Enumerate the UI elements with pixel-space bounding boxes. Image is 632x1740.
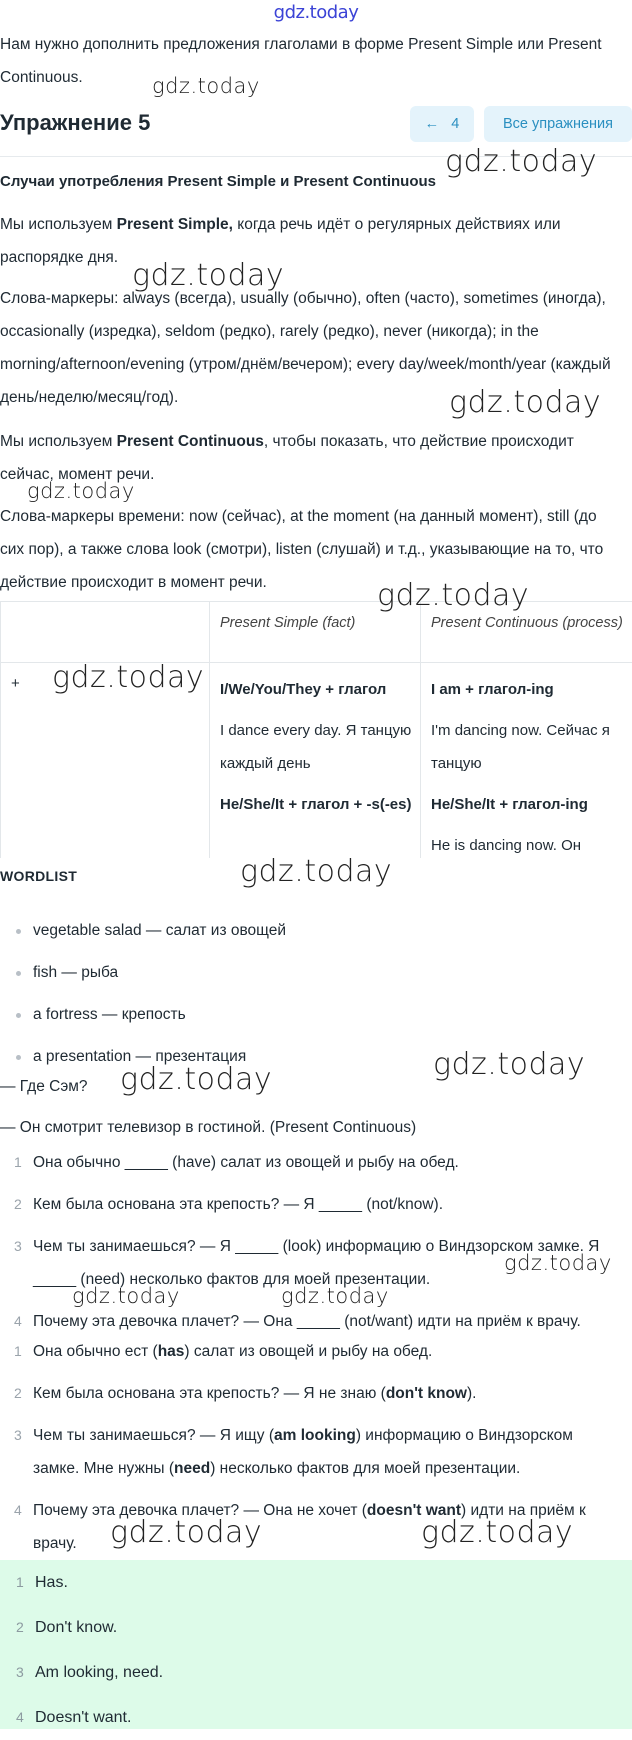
watermark: gdz.today bbox=[132, 258, 284, 293]
bullet-icon bbox=[16, 929, 21, 934]
list-item-text: vegetable salad — салат из овощей bbox=[33, 922, 286, 939]
item-number: 4 bbox=[16, 1695, 24, 1740]
solution-item bbox=[0, 1419, 613, 1485]
answer-verb: doesn't want bbox=[367, 1502, 461, 1519]
short-answers-box bbox=[0, 1560, 632, 1729]
theory-paragraph-simple bbox=[0, 208, 625, 274]
item-number: 2 bbox=[14, 1377, 22, 1410]
solution-item bbox=[0, 1335, 632, 1368]
theory-markers-continuous: Слова-маркеры времени: now (сейчас), at the moment (на данный момент), still (до сих пор), а также слова look (смотри), listen (слушай) и т.д., указывающие на то, что действие происходит в момент речи. bbox=[0, 500, 625, 599]
answer-text: Has. bbox=[35, 1574, 68, 1591]
intro-text: Нам нужно дополнить предложения глаголами в форме Present Simple или Present Continuous. bbox=[0, 28, 620, 94]
item-number: 3 bbox=[14, 1230, 22, 1263]
watermark: gdz.today bbox=[110, 1515, 262, 1550]
answer-item bbox=[0, 1560, 632, 1605]
prev-exercise-button[interactable] bbox=[410, 106, 474, 142]
item-number: 1 bbox=[16, 1560, 24, 1605]
example-question: — Где Сэм? bbox=[0, 1078, 88, 1096]
item-number: 1 bbox=[14, 1146, 22, 1179]
watermark: gdz.today bbox=[27, 479, 135, 503]
table-header-cell: Present Continuous (process) bbox=[421, 602, 632, 663]
list-item bbox=[0, 952, 286, 994]
answer-text: Am looking, need. bbox=[35, 1664, 163, 1681]
solution-item bbox=[0, 1377, 632, 1410]
answer-item bbox=[0, 1605, 632, 1650]
watermark: gdz.today bbox=[152, 74, 260, 98]
watermark: gdz.today bbox=[377, 578, 529, 613]
item-number: 2 bbox=[14, 1188, 22, 1221]
formula: He/She/It + глагол-ing bbox=[431, 788, 624, 821]
watermark: gdz.today bbox=[281, 1284, 389, 1308]
text-span: когда речь идёт о регулярных действиях или распорядке дня. bbox=[0, 216, 561, 266]
prev-exercise-number: 4 bbox=[451, 116, 459, 132]
watermark: gdz.today bbox=[445, 144, 597, 179]
text-span: ) несколько фактов для моей презентации. bbox=[210, 1460, 520, 1477]
theory-markers-simple: Слова-маркеры: always (всегда), usually (обычно), often (часто), sometimes (иногда), occasionally (изредка), seldom (редко), rarely (редко), never (никогда); in the morning/afternoon/evening (утром/днём/вечером); every day/week/month/year (каждый день/неделю/месяц/год). bbox=[0, 282, 625, 414]
item-number: 3 bbox=[16, 1650, 24, 1695]
item-number: 4 bbox=[14, 1494, 22, 1527]
bold-term: Present Simple, bbox=[117, 216, 233, 233]
present-continuous-cell bbox=[421, 663, 632, 871]
answer-verb: need bbox=[174, 1460, 210, 1477]
table-row-sign: + bbox=[1, 663, 210, 871]
item-number: 4 bbox=[14, 1305, 22, 1338]
watermark: gdz.today bbox=[52, 660, 204, 695]
site-logo[interactable]: gdz.today bbox=[0, 2, 632, 23]
answer-text: Doesn't want. bbox=[35, 1709, 131, 1726]
answer-verb: don't know bbox=[386, 1385, 467, 1402]
task-item bbox=[0, 1146, 632, 1179]
table-header-cell bbox=[1, 602, 210, 663]
arrow-left-icon: ← bbox=[425, 116, 440, 132]
watermark: gdz.today bbox=[240, 854, 392, 889]
wordlist bbox=[0, 910, 286, 1078]
list-item-text: fish — рыба bbox=[33, 964, 118, 981]
watermark: gdz.today bbox=[72, 1284, 180, 1308]
bullet-icon bbox=[16, 1055, 21, 1060]
tasks-list bbox=[0, 1146, 632, 1338]
theory-heading: Случаи употребления Present Simple и Present Continuous bbox=[0, 173, 436, 190]
text-span: Мы используем bbox=[0, 216, 117, 233]
list-item-text: a fortress — крепость bbox=[33, 1006, 186, 1023]
text-span: Кем была основана эта крепость? — Я не знаю ( bbox=[33, 1385, 386, 1402]
formula: I/We/You/They + глагол bbox=[220, 673, 412, 706]
text-span: Почему эта девочка плачет? — Она не хочет ( bbox=[33, 1502, 367, 1519]
table-header-cell: Present Simple (fact) bbox=[210, 602, 421, 663]
text-span: Она обычно ест ( bbox=[33, 1343, 158, 1360]
example-text: I'm dancing now. Сейчас я танцую bbox=[431, 714, 624, 780]
answer-verb: am looking bbox=[274, 1427, 356, 1444]
answer-item bbox=[0, 1650, 632, 1695]
item-number: 3 bbox=[14, 1419, 22, 1452]
formula: He/She/It + глагол + -s(-es) bbox=[220, 788, 412, 821]
table-header-row bbox=[1, 602, 632, 663]
example-text: I dance every day. Я танцую каждый день bbox=[220, 714, 412, 780]
answer-verb: has bbox=[158, 1343, 185, 1360]
item-number: 1 bbox=[14, 1335, 22, 1368]
example-text: He is dancing now. Он bbox=[431, 829, 624, 862]
exercise-title: Упражнение 5 bbox=[0, 110, 150, 136]
text-span: ) салат из овощей и рыбу на обед. bbox=[184, 1343, 432, 1360]
text-span: Чем ты занимаешься? — Я ищу ( bbox=[33, 1427, 274, 1444]
wordlist-heading: WORDLIST bbox=[0, 868, 77, 884]
tenses-table bbox=[0, 601, 632, 871]
text-span: , чтобы показать, что действие происходит сейчас, момент речи. bbox=[0, 433, 574, 483]
watermark: gdz.today bbox=[433, 1047, 585, 1082]
bullet-icon bbox=[16, 1013, 21, 1018]
text-span: Мы используем bbox=[0, 433, 117, 450]
watermark: gdz.today bbox=[449, 385, 601, 420]
watermark: gdz.today bbox=[504, 1251, 612, 1275]
list-item bbox=[0, 910, 286, 952]
watermark: gdz.today bbox=[120, 1062, 272, 1097]
list-item bbox=[0, 994, 286, 1036]
task-text: Кем была основана эта крепость? — Я _____ (not/know). bbox=[33, 1196, 443, 1213]
watermark: gdz.today bbox=[421, 1515, 573, 1550]
item-number: 2 bbox=[16, 1605, 24, 1650]
present-simple-cell bbox=[210, 663, 421, 871]
task-text: Почему эта девочка плачет? — Она _____ (not/want) идти на приём к врачу. bbox=[33, 1313, 581, 1330]
text-span: ) информацию о Виндзорском замке. Мне нужны ( bbox=[33, 1427, 573, 1477]
task-text: Чем ты занимаешься? — Я _____ (look) информацию о Виндзорском замке. Я _____ (need) несколько фактов для моей презентации. bbox=[33, 1238, 599, 1288]
text-span: ) идти на приём к врачу. bbox=[33, 1502, 586, 1552]
answer-text: Don't know. bbox=[35, 1619, 117, 1636]
all-exercises-button[interactable]: Все упражнения bbox=[484, 106, 632, 142]
bullet-icon bbox=[16, 971, 21, 976]
task-item bbox=[0, 1188, 632, 1221]
answer-item bbox=[0, 1695, 632, 1740]
list-item-text: a presentation — презентация bbox=[33, 1048, 246, 1065]
example-answer: — Он смотрит телевизор в гостиной. (Present Continuous) bbox=[0, 1119, 416, 1137]
text-span: ). bbox=[467, 1385, 476, 1402]
task-item bbox=[0, 1305, 632, 1338]
bold-term: Present Continuous bbox=[117, 433, 264, 450]
formula: I am + глагол-ing bbox=[431, 673, 624, 706]
task-text: Она обычно _____ (have) салат из овощей и рыбу на обед. bbox=[33, 1154, 459, 1171]
